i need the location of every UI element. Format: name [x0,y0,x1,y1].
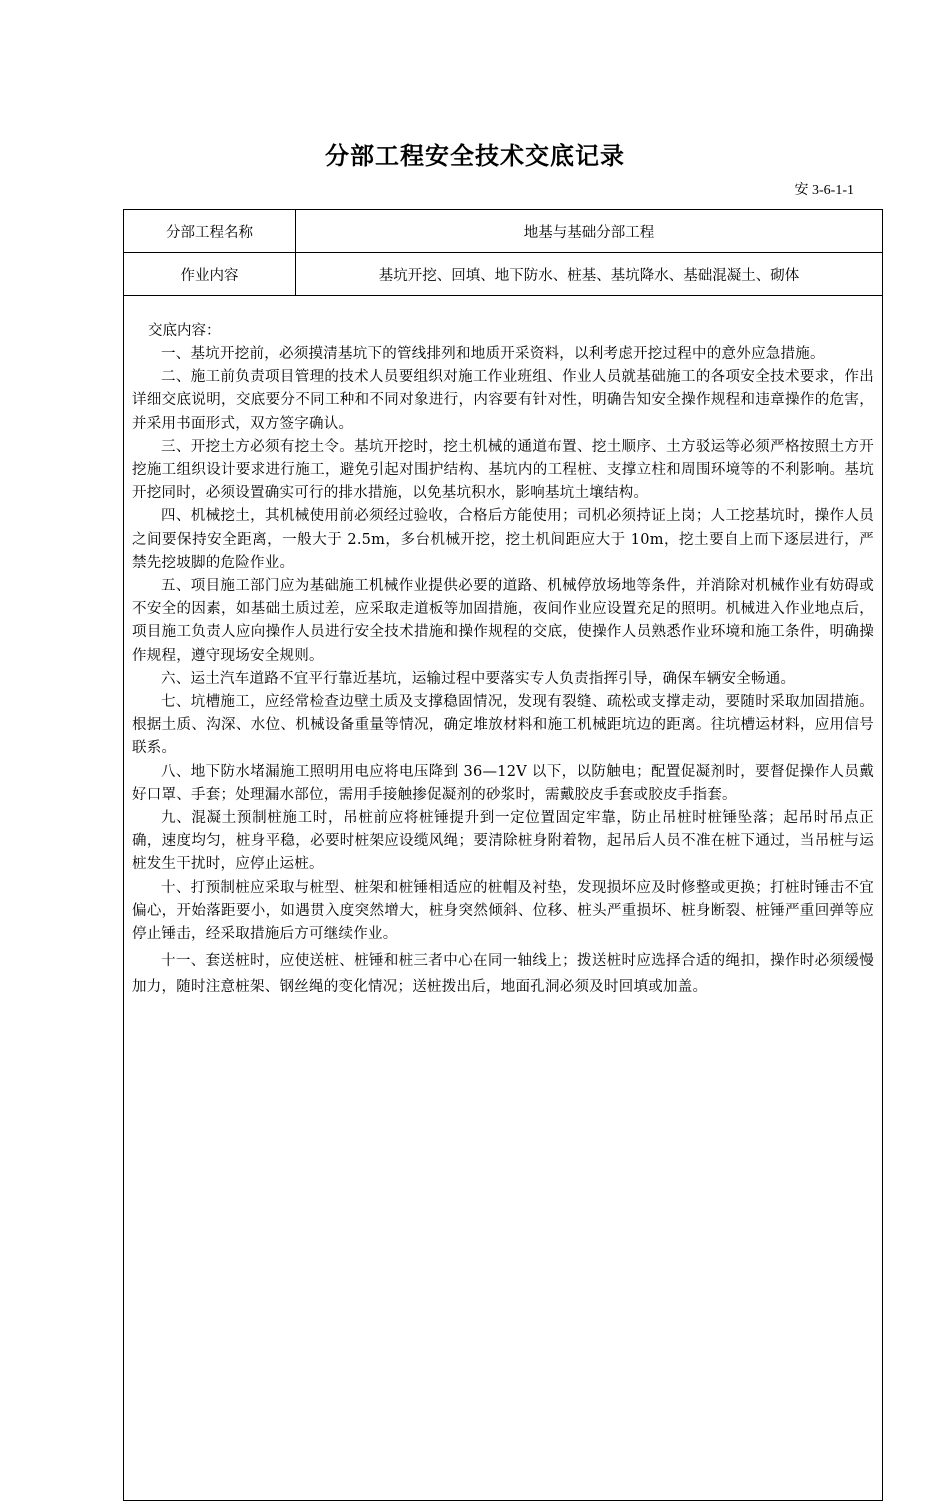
project-name-label: 分部工程名称 [124,210,296,252]
document-code: 安 3-6-1-1 [794,183,854,198]
content-paragraph-6: 六、运土汽车道路不宜平行靠近基坑，运输过程中要落实专人负责指挥引导，确保车辆安全畅通。 [161,670,796,687]
content-paragraph-5: 五、项目施工部门应为基础施工机械作业提供必要的道路、机械停放场地等条件，并消除对机械作业有妨碍或不安全的因素，如基础土质过差，应采取走道板等加固措施，夜间作业应设置充足的照明。机械进入作业地点后，项目施工负责人应向操作人员进行安全技术措施和操作规程的交底，使操作人员熟悉作业环境和施工条件，明确操作规程，遵守现场安全规则。 [132,578,874,664]
content-intro: 交底内容： [148,323,221,339]
document-title: 分部工程安全技术交底记录 [325,142,625,170]
work-content-label: 作业内容 [124,253,296,295]
disclosure-table [123,209,883,1501]
content-paragraph-1: 一、基坑开挖前，必须摸清基坑下的管线排列和地质开采资料，以利考虑开挖过程中的意外应急措施。 [161,346,825,362]
content-paragraph-11: 十一、套送桩时，应使送桩、桩锤和桩三者中心在同一轴线上；拨送桩时应选择合适的绳扣，操作时必须缓慢加力，随时注意桩架、钢丝绳的变化情况；送桩拨出后，地面孔洞必须及时回填或加盖。 [132,953,874,996]
content-paragraph-9: 九、混凝土预制桩施工时，吊桩前应将桩锤提升到一定位置固定牢靠，防止吊桩时桩锤坠落；起吊时吊点正确，速度均匀，桩身平稳，必要时桩架应设缆风绳；要清除桩身附着物，起吊后人员不准在桩下通过，当吊桩与运桩发生干扰时，应停止运桩。 [132,810,874,873]
content-paragraph-2: 二、施工前负责项目管理的技术人员要组织对施工作业班组、作业人员就基础施工的各项安全技术要求，作出详细交底说明，交底要分不同工种和不同对象进行，内容要有针对性，明确告知安全操作规程和违章操作的危害，并采用书面形式，双方签字确认。 [132,369,874,432]
work-content-row [124,253,882,296]
disclosure-content [124,296,882,1500]
project-name-value: 地基与基础分部工程 [523,224,655,241]
project-name-row [124,210,882,253]
content-paragraph-3: 三、开挖土方必须有挖土令。基坑开挖时，挖土机械的通道布置、挖土顺序、土方驳运等必须严格按照土方开挖施工组织设计要求进行施工，避免引起对围护结构、基坑内的工程桩、支撑立柱和周围环境等的不利影响。基坑开挖同时，必须设置确实可行的排水措施，以免基坑积水，影响基坑土壤结构。 [132,438,874,502]
content-paragraph-10: 十、打预制桩应采取与桩型、桩架和桩锤相适应的桩帽及衬垫，发现损坏应及时修整或更换；打桩时锤击不宜偏心，开始落距要小，如遇贯入度突然增大，桩身突然倾斜、位移、桩头严重损坏、桩身断裂、桩锤严重回弹等应停止锤击，经采取措施后方可继续作业。 [132,879,874,943]
content-paragraph-8: 八、地下防水堵漏施工照明用电应将电压降到 36—12V 以下，以防触电；配置促凝剂时，要督促操作人员戴好口罩、手套；处理漏水部位，需用手接触掺促凝剂的砂浆时，需戴胶皮手套或胶皮手指套。 [132,763,874,803]
work-content-value: 基坑开挖、回填、地下防水、桩基、基坑降水、基础混凝土、砌体 [378,267,800,284]
content-paragraph-7: 七、坑槽施工，应经常检查边壁土质及支撑稳固情况，发现有裂缝、疏松或支撑走动，要随时采取加固措施。根据土质、沟深、水位、机械设备重量等情况，确定堆放材料和施工机械距坑边的距离。往坑槽运材料，应用信号联系。 [132,694,874,757]
content-paragraph-4: 四、机械挖土，其机械使用前必须经过验收，合格后方能使用；司机必须持证上岗；人工挖基坑时，操作人员之间要保持安全距离，一般大于 2.5m，多台机械开挖，挖土机间距应大于 10m，挖土要自上而下逐层进行，严禁先挖坡脚的危险作业。 [132,508,874,571]
